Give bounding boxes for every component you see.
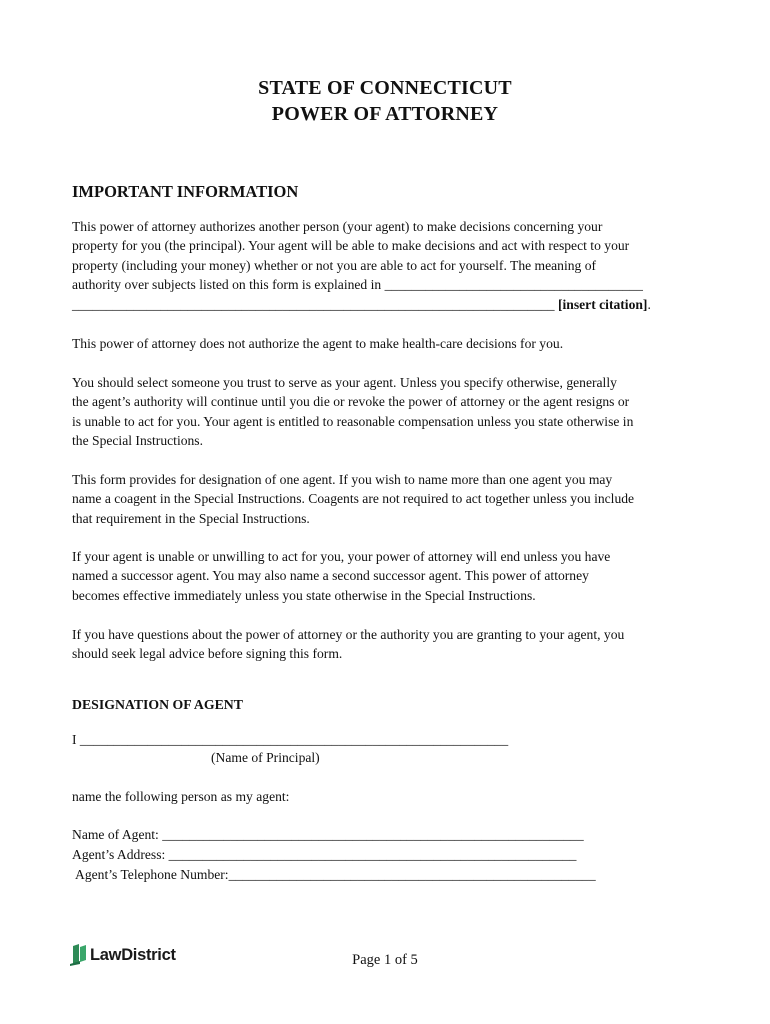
paragraph-legal-advice	[72, 625, 702, 664]
text-line: named a successor agent. You may also name a second successor agent. This power of attorney	[72, 568, 589, 584]
logo-text: LawDistrict	[90, 945, 176, 964]
page-number: Page 1 of 5	[352, 952, 418, 968]
text-line: is unable to act for you. Your agent is entitled to reasonable compensation unless you state otherwise in	[72, 413, 634, 429]
text-line: name a coagent in the Special Instructions. Coagents are not required to act together unless you include	[72, 491, 635, 507]
paragraph-health-care	[72, 334, 702, 353]
insert-citation-placeholder: [insert citation]	[557, 296, 648, 312]
text-line: This power of attorney authorizes another person (your agent) to make decisions concerning your	[72, 219, 603, 234]
text-line: If you have questions about the power of attorney or the authority you are granting to your agent, you	[72, 627, 625, 642]
important-information-heading: IMPORTANT INFORMATION	[72, 182, 299, 201]
text-line: This power of attorney does not authorize the agent to make health-care decisions for you.	[72, 336, 564, 351]
text-line: You should select someone you trust to serve as your agent. Unless you specify otherwise, generally	[72, 375, 617, 390]
text-line: the Special Instructions.	[72, 433, 203, 449]
agent-telephone-field[interactable]: Agent’s Telephone Number:______________________________________________________	[75, 867, 596, 882]
text-line: that requirement in the Special Instructions.	[72, 510, 310, 526]
document-title-line1: STATE OF CONNECTICUT	[258, 77, 512, 99]
paragraph-select-agent	[72, 373, 702, 451]
designation-of-agent-heading: DESIGNATION OF AGENT	[72, 697, 243, 712]
text-line: authority over subjects listed on this form is explained in ______________________________________	[72, 277, 643, 293]
text-line: becomes effective immediately unless you state otherwise in the Special Instructions.	[72, 587, 536, 603]
agent-address-field[interactable]: Agent’s Address: ____________________________________________________________	[72, 847, 577, 862]
paragraph-successor-agent	[72, 547, 702, 605]
paragraph-authorization	[72, 217, 702, 314]
citation-blank: _______________________________________________________________________	[72, 296, 555, 312]
citation-period: .	[647, 296, 651, 312]
text-line: should seek legal advice before signing this form.	[72, 646, 343, 662]
principal-name-field[interactable]: I _______________________________________________________________	[72, 732, 509, 747]
citation-line	[72, 295, 702, 314]
text-line: property (including your money) whether or not you are able to act for yourself. The meaning of	[72, 257, 597, 273]
agent-name-field[interactable]: Name of Agent: ______________________________________________________________	[72, 827, 584, 842]
text-line: If your agent is unable or unwilling to act for you, your power of attorney will end unless you have	[72, 549, 611, 564]
text-line: This form provides for designation of one agent. If you wish to name more than one agent you may	[72, 472, 613, 487]
text-line: property for you (the principal). Your agent will be able to make decisions and act with respect to your	[72, 238, 630, 254]
text-line: the agent’s authority will continue until you die or revoke the power of attorney or the agent resigns or	[72, 394, 630, 410]
document-title-line2: POWER OF ATTORNEY	[271, 103, 499, 125]
paragraph-coagent	[72, 470, 702, 528]
principal-name-caption: (Name of Principal)	[211, 750, 320, 765]
name-following-text: name the following person as my agent:	[72, 789, 290, 804]
